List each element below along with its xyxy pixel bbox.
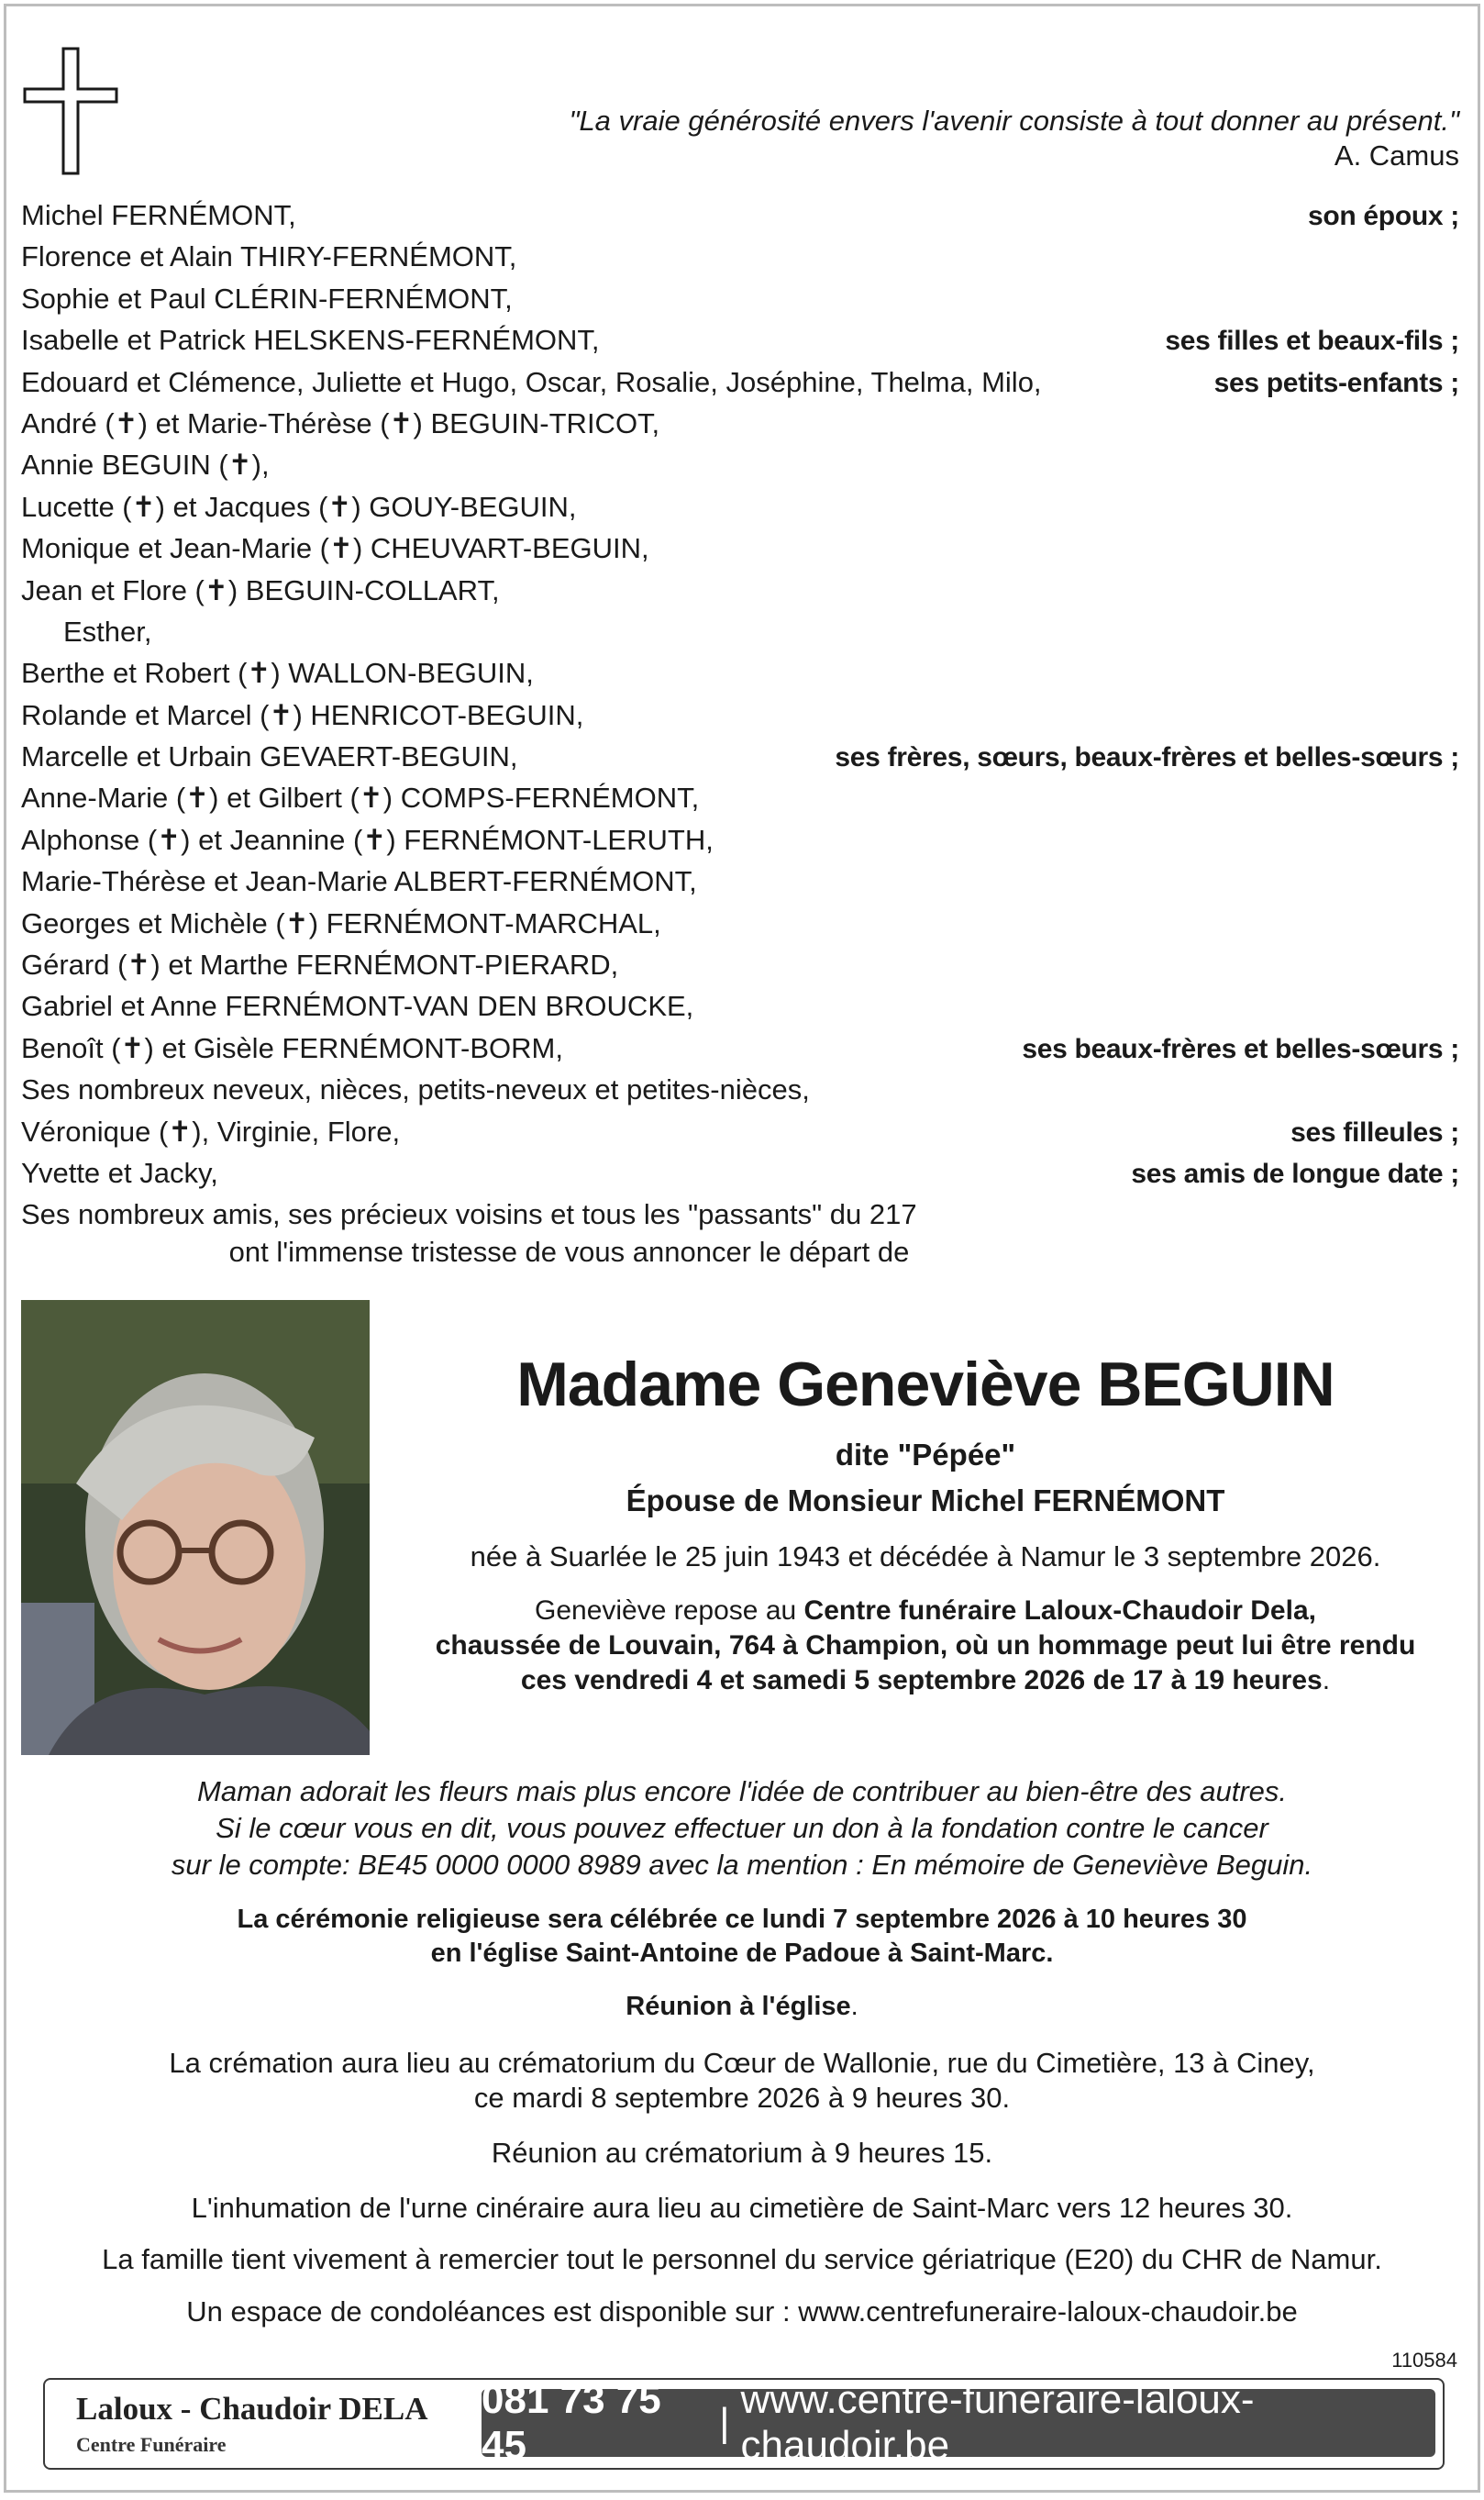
ceremony-text xyxy=(6,1903,1478,1971)
family-name: Ses nombreux amis, ses précieux voisins et tous les "passants" du 217 xyxy=(21,1198,917,1231)
family-line xyxy=(21,1028,1459,1069)
family-line xyxy=(21,819,1459,861)
family-line xyxy=(21,652,1459,694)
family-list xyxy=(21,194,1459,1236)
quote-text: "La vraie générosité envers l'avenir consiste à tout donner au présent." xyxy=(569,105,1459,137)
family-name: Sophie et Paul CLÉRIN-FERNÉMONT, xyxy=(21,282,513,315)
family-role: ses petits-enfants ; xyxy=(1213,367,1459,398)
family-line xyxy=(21,319,1459,361)
reference-number: 110584 xyxy=(1391,2349,1457,2372)
rest-prefix: Geneviève repose au xyxy=(535,1595,804,1626)
family-line xyxy=(21,403,1459,444)
deceased-name: Madame Geneviève BEGUIN xyxy=(516,1350,1334,1419)
contact-bar xyxy=(482,2377,1435,2468)
website-link[interactable]: www.centre-funeraire-laloux-chaudoir.be xyxy=(740,2377,1255,2468)
family-line xyxy=(21,611,1459,652)
cross-icon xyxy=(23,47,118,175)
rest-info xyxy=(392,1594,1459,1698)
family-line xyxy=(21,570,1459,611)
cremation-line: ce mardi 8 septembre 2026 à 9 heures 30. xyxy=(473,2082,1011,2114)
family-line xyxy=(21,444,1459,485)
brand-subtitle: Centre Funéraire xyxy=(76,2433,227,2456)
family-line xyxy=(21,694,1459,736)
family-line xyxy=(21,278,1459,319)
rest-line-3 xyxy=(392,1663,1459,1698)
donation-line: sur le compte: BE45 0000 0000 8989 avec la mention : En mémoire de Geneviève Beguin. xyxy=(171,1849,1313,1881)
family-name: Esther, xyxy=(63,615,152,648)
family-line xyxy=(21,361,1459,403)
family-name: Georges et Michèle (✝) FERNÉMONT-MARCHAL, xyxy=(21,906,661,939)
deceased-nickname: dite "Pépée" xyxy=(835,1438,1016,1472)
church-meeting xyxy=(6,1992,1478,2022)
inhumation-text: L'inhumation de l'urne cinéraire aura lieu au cimetière de Saint-Marc vers 12 heures 30. xyxy=(191,2192,1293,2224)
rest-address: chaussée de Louvain, 764 à Champion, où un hommage peut lui être rendu xyxy=(435,1630,1416,1661)
rest-place: Centre funéraire Laloux-Chaudoir Dela, xyxy=(803,1595,1316,1626)
family-role: son époux ; xyxy=(1307,201,1459,231)
ceremony-line: La cérémonie religieuse sera célébrée ce lundi 7 septembre 2026 à 10 heures 30 xyxy=(237,1905,1247,1934)
condolences-text: Un espace de condoléances est disponible sur : www.centrefuneraire-laloux-chaudoir.be xyxy=(186,2295,1298,2328)
church-meeting-end: . xyxy=(850,1992,858,2021)
family-name: Florence et Alain THIRY-FERNÉMONT, xyxy=(21,240,517,273)
family-name: Annie BEGUIN (✝), xyxy=(21,449,270,482)
family-name: Véronique (✝), Virginie, Flore, xyxy=(21,1115,401,1148)
family-role: ses filles et beaux-fils ; xyxy=(1165,326,1459,357)
donation-text xyxy=(6,1773,1478,1883)
family-name: Yvette et Jacky, xyxy=(21,1156,218,1189)
family-name: Marie-Thérèse et Jean-Marie ALBERT-FERNÉMONT, xyxy=(21,865,697,898)
rest-times-end: . xyxy=(1322,1665,1331,1695)
family-line xyxy=(21,236,1459,277)
family-name: Gabriel et Anne FERNÉMONT-VAN DEN BROUCKE, xyxy=(21,990,694,1023)
family-name: Berthe et Robert (✝) WALLON-BEGUIN, xyxy=(21,657,534,690)
family-role: ses beaux-frères et belles-sœurs ; xyxy=(1022,1033,1459,1064)
donation-line: Si le cœur vous en dit, vous pouvez effectuer un don à la fondation contre le cancer xyxy=(216,1812,1268,1844)
deceased-dates: née à Suarlée le 25 juin 1943 et décédée à Namur le 3 septembre 2026. xyxy=(470,1540,1381,1572)
ceremony-line: en l'église Saint-Antoine de Padoue à Saint-Marc. xyxy=(430,1939,1054,1968)
rest-times: ces vendredi 4 et samedi 5 septembre 2026 de 17 à 19 heures xyxy=(520,1665,1323,1695)
deceased-block xyxy=(392,1346,1459,1698)
donation-line: Maman adorait les fleurs mais plus encore l'idée de contribuer au bien-être des autres. xyxy=(197,1775,1287,1807)
brand-logo: Laloux - Chaudoir DELA xyxy=(76,2391,428,2427)
quote-author: A. Camus xyxy=(1334,139,1459,172)
family-name: Anne-Marie (✝) et Gilbert (✝) COMPS-FERNÉMONT, xyxy=(21,782,700,815)
family-line xyxy=(21,486,1459,528)
family-line xyxy=(21,1111,1459,1152)
family-line xyxy=(21,861,1459,902)
family-name: Marcelle et Urbain GEVAERT-BEGUIN, xyxy=(21,740,518,773)
family-name: Gérard (✝) et Marthe FERNÉMONT-PIERARD, xyxy=(21,949,619,982)
family-line xyxy=(21,528,1459,569)
family-line xyxy=(21,1069,1459,1110)
rest-line-1 xyxy=(392,1594,1459,1628)
cremation-line: La crémation aura lieu au crématorium du Cœur de Wallonie, rue du Cimetière, 13 à Ciney, xyxy=(169,2047,1315,2079)
separator: | xyxy=(719,2400,730,2445)
family-role: ses amis de longue date ; xyxy=(1131,1158,1459,1189)
family-name: Edouard et Clémence, Juliette et Hugo, Oscar, Rosalie, Joséphine, Thelma, Milo, xyxy=(21,365,1042,398)
family-line xyxy=(21,1152,1459,1194)
family-name: Ses nombreux neveux, nièces, petits-neveux et petites-nièces, xyxy=(21,1073,810,1106)
announcement: ont l'immense tristesse de vous annoncer le départ de xyxy=(228,1236,910,1268)
family-line xyxy=(21,736,1459,777)
family-line xyxy=(21,194,1459,236)
church-meeting-text: Réunion à l'église xyxy=(626,1992,851,2021)
family-name: Rolande et Marcel (✝) HENRICOT-BEGUIN, xyxy=(21,698,584,731)
family-name: Benoît (✝) et Gisèle FERNÉMONT-BORM, xyxy=(21,1031,563,1064)
family-line xyxy=(21,944,1459,985)
thanks-text: La famille tient vivement à remercier tout le personnel du service gériatrique (E20) du CHR de Namur. xyxy=(102,2243,1382,2275)
family-name: Lucette (✝) et Jacques (✝) GOUY-BEGUIN, xyxy=(21,490,577,523)
family-name: Isabelle et Patrick HELSKENS-FERNÉMONT, xyxy=(21,324,600,357)
deceased-spouse: Épouse de Monsieur Michel FERNÉMONT xyxy=(626,1483,1225,1517)
family-name: Monique et Jean-Marie (✝) CHEUVART-BEGUIN, xyxy=(21,532,649,565)
family-line xyxy=(21,777,1459,818)
family-role: ses filleules ; xyxy=(1290,1117,1459,1148)
family-name: Jean et Flore (✝) BEGUIN-COLLART, xyxy=(21,573,500,606)
family-role: ses frères, sœurs, beaux-frères et belles-sœurs ; xyxy=(835,742,1459,773)
phone-number[interactable]: 081 73 75 45 xyxy=(482,2377,661,2468)
portrait-photo xyxy=(21,1300,370,1755)
cremation-text xyxy=(6,2046,1478,2116)
family-line xyxy=(21,985,1459,1027)
family-line xyxy=(21,903,1459,944)
family-name: Michel FERNÉMONT, xyxy=(21,199,296,231)
quote-block xyxy=(569,104,1459,173)
family-line xyxy=(21,1194,1459,1235)
obituary-page xyxy=(4,4,1480,2493)
family-name: Alphonse (✝) et Jeannine (✝) FERNÉMONT-LERUTH, xyxy=(21,823,714,856)
crematorium-meeting: Réunion au crématorium à 9 heures 15. xyxy=(491,2137,993,2169)
footer-banner xyxy=(43,2378,1445,2470)
family-name: André (✝) et Marie-Thérèse (✝) BEGUIN-TRICOT, xyxy=(21,406,660,439)
